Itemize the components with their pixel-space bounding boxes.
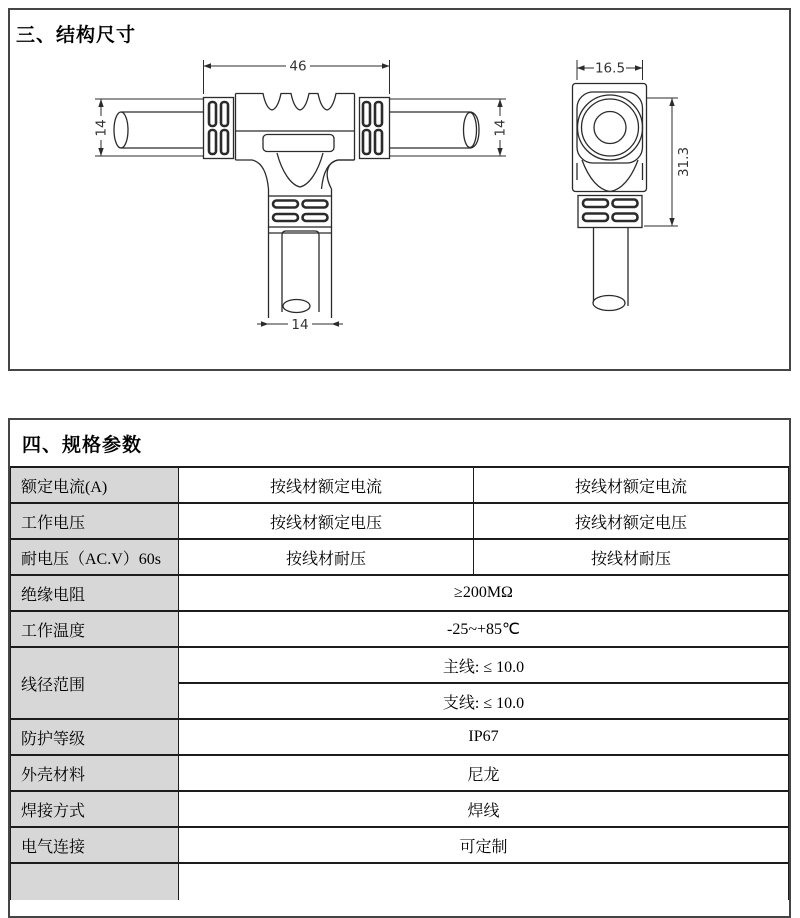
dimension-16-5 <box>577 61 643 77</box>
row-label: 外壳材料 <box>11 755 179 791</box>
row-label: 工作电压 <box>11 503 179 539</box>
table-row <box>11 827 789 863</box>
spec-table <box>10 466 789 900</box>
table-row <box>11 791 789 827</box>
row-label: 焊接方式 <box>11 791 179 827</box>
row-value: 按线材额定电压 <box>179 503 474 539</box>
dimension-right-14 <box>493 99 509 156</box>
table-row <box>11 467 789 503</box>
dim-height-label: 31.3 <box>676 146 692 178</box>
dim-left-label: 14 <box>93 119 110 137</box>
row-value: IP67 <box>179 719 789 755</box>
row-value <box>179 863 789 900</box>
table-row <box>11 503 789 539</box>
row-value: 按线材耐压 <box>474 539 789 575</box>
dim-width-label: 16.5 <box>594 60 626 77</box>
table-row <box>11 647 789 683</box>
dimension-bottom-14 <box>257 317 343 333</box>
table-row <box>11 863 789 900</box>
table-row <box>11 575 789 611</box>
row-label: 耐电压（AC.V）60s <box>11 539 179 575</box>
table-row <box>11 755 789 791</box>
row-label: 绝缘电阻 <box>11 575 179 611</box>
dimensions-section-title: 三、结构尺寸 <box>16 25 137 46</box>
spec-section-title: 四、规格参数 <box>22 435 143 456</box>
row-value: 可定制 <box>179 827 789 863</box>
dim-top-label: 46 <box>289 58 307 75</box>
front-view-drawing <box>94 59 509 334</box>
dimension-31-3 <box>669 98 692 226</box>
row-value: ≥200MΩ <box>179 575 789 611</box>
dim-bottom-label: 14 <box>291 317 309 333</box>
side-view-drawing <box>573 60 693 311</box>
connector-dimension-drawing <box>10 10 789 369</box>
dimension-46 <box>204 59 390 75</box>
row-value: 按线材额定电流 <box>474 467 789 503</box>
row-value: -25~+85℃ <box>179 611 789 647</box>
row-label: 工作温度 <box>11 611 179 647</box>
row-value: 支线: ≤ 10.0 <box>179 683 789 719</box>
row-label <box>11 863 179 900</box>
row-value: 按线材耐压 <box>179 539 474 575</box>
spec-panel <box>8 418 791 918</box>
row-label: 电气连接 <box>11 827 179 863</box>
table-row <box>11 611 789 647</box>
dimension-left-14 <box>94 99 110 156</box>
row-value: 按线材额定电流 <box>179 467 474 503</box>
row-value: 焊线 <box>179 791 789 827</box>
row-value: 主线: ≤ 10.0 <box>179 647 789 683</box>
row-value: 尼龙 <box>179 755 789 791</box>
dimensions-panel <box>8 8 791 371</box>
dim-right-label: 14 <box>492 119 509 137</box>
row-value: 按线材额定电压 <box>474 503 789 539</box>
table-row <box>11 539 789 575</box>
row-label: 线径范围 <box>11 647 179 719</box>
row-label: 额定电流(A) <box>11 467 179 503</box>
row-label: 防护等级 <box>11 719 179 755</box>
table-row <box>11 719 789 755</box>
